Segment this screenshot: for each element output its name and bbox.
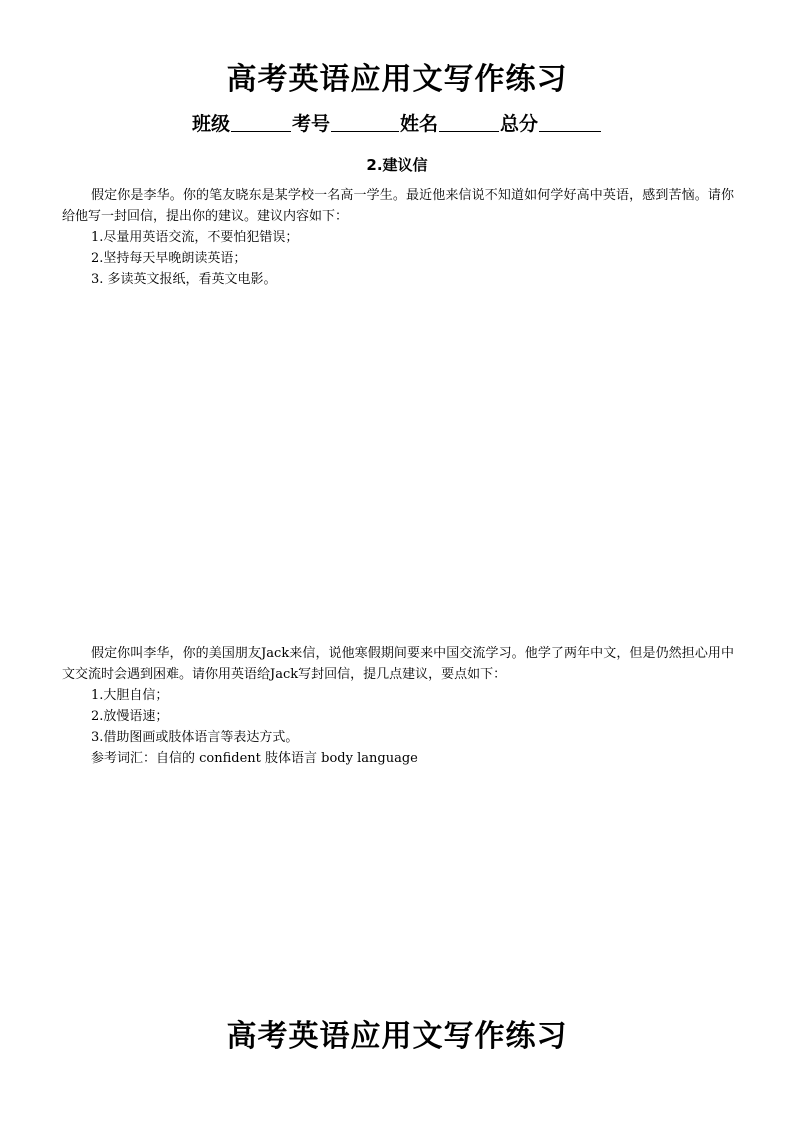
task-1-point-3: 3. 多读英文报纸，看英文电影。 bbox=[91, 272, 277, 287]
task-2-reference-vocabulary: 参考词汇：自信的 confident 肢体语言 body language bbox=[91, 751, 418, 766]
task-1-prompt: 假定你是李华。你的笔友晓东是某学校一名高一学生。最近他来信说不知道如何学好高中英语，感到苦恼。请你给他写一封回信，提出你的建议。建议内容如下： bbox=[62, 188, 734, 224]
exam-number-blank bbox=[331, 111, 399, 132]
task-2-point-1: 1.大胆自信； bbox=[91, 688, 169, 703]
exam-number-label: 考号 bbox=[291, 113, 330, 135]
score-label: 总分 bbox=[500, 113, 539, 135]
class-blank bbox=[231, 111, 291, 132]
task-1-point-1: 1.尽量用英语交流，不要怕犯错误； bbox=[91, 230, 299, 245]
section-title: 2.建议信 bbox=[366, 156, 428, 174]
task-1-point-2: 2.坚持每天早晚朗读英语； bbox=[91, 251, 247, 266]
page-title: 高考英语应用文写作练习 bbox=[226, 62, 568, 97]
writing-task-1 bbox=[62, 185, 734, 290]
student-info-line bbox=[0, 111, 794, 137]
score-blank bbox=[539, 111, 601, 132]
writing-task-2 bbox=[62, 643, 734, 769]
class-label: 班级 bbox=[191, 113, 230, 135]
name-blank bbox=[439, 111, 499, 132]
task-2-point-2: 2.放慢语速； bbox=[91, 709, 169, 724]
task-2-prompt: 假定你叫李华，你的美国朋友Jack来信，说他寒假期间要来中国交流学习。他学了两年中文，但是仍然担心用中文交流时会遇到困难。请你用英语给Jack写封回信，提几点建议，要点如下： bbox=[62, 646, 734, 682]
task-2-point-3: 3.借助图画或肢体语言等表达方式。 bbox=[91, 730, 299, 745]
next-page-title: 高考英语应用文写作练习 bbox=[226, 1019, 568, 1054]
name-label: 姓名 bbox=[400, 113, 439, 135]
